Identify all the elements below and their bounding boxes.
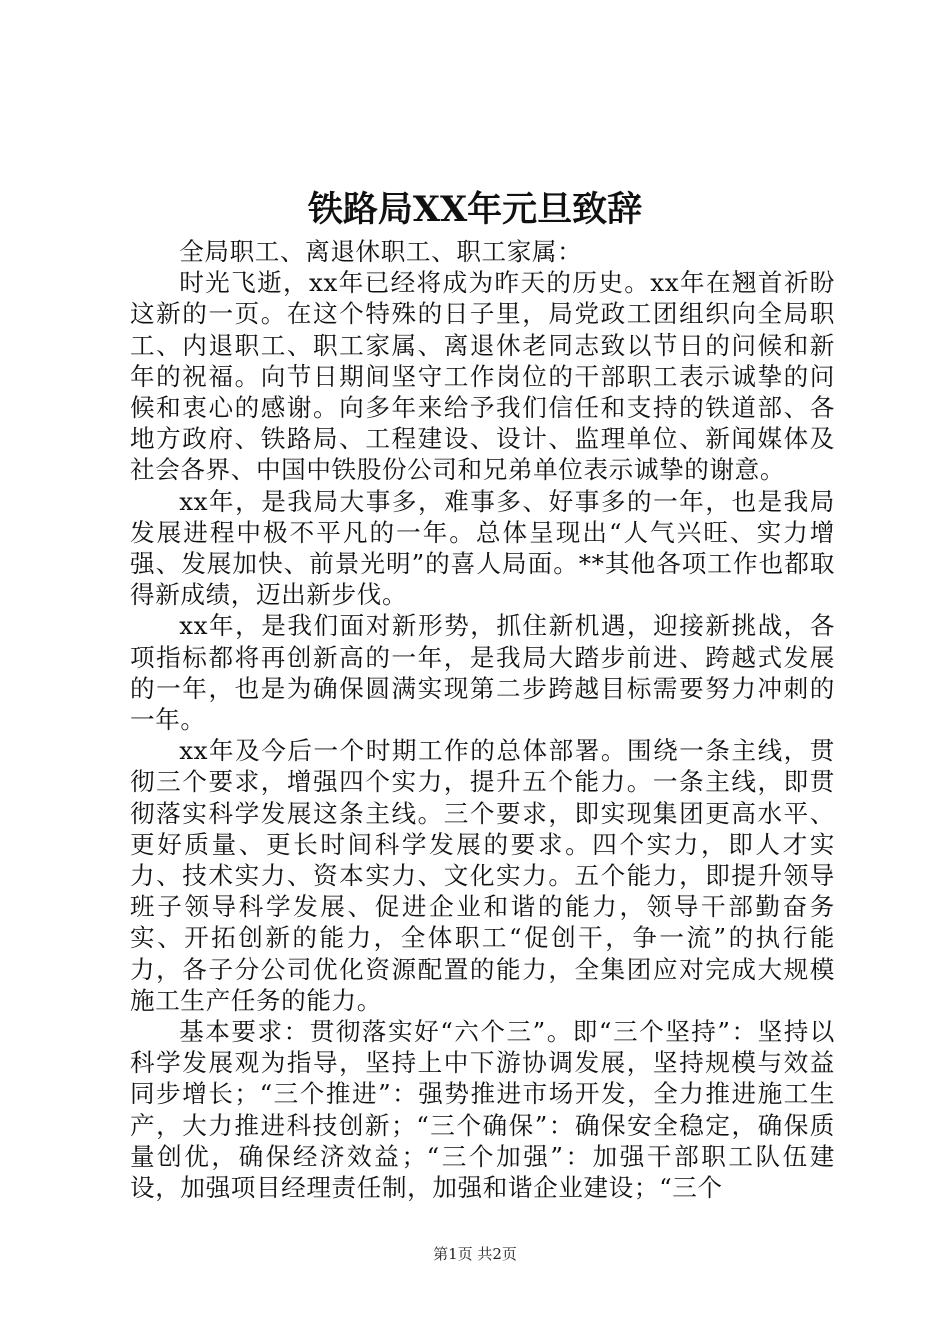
salutation: 全局职工、离退休职工、职工家属： xyxy=(179,237,583,266)
document-title: 铁路局XX年元旦致辞 xyxy=(307,189,643,230)
paragraph-4: xx年及今后一个时期工作的总体部署。围绕一条主线，贯彻三个要求，增强四个实力，提升五个能力。一条主线，即贯彻落实科学发展这条主线。三个要求，即实现集团更高水平、更好质量、更长时间科学发展的要求。四个实力，即人才实力、技术实力、资本实力、文化实力。五个能力，即提升领导班子领导科学发展、促进企业和谐的能力，领导干部勤奋务实、开拓创新的能力，全体职工“促创干，争一流”的执行能力，各子分公司优化资源配置的能力，全集团应对完成大规模施工生产任务的能力。 xyxy=(130,736,835,1015)
paragraph-3: xx年，是我们面对新形势，抓住新机遇，迎接新挑战，各项指标都将再创新高的一年，是我局大踏步前进、跨越式发展的一年，也是为确保圆满实现第二步跨越目标需要努力冲刺的一年。 xyxy=(130,611,835,735)
paragraph-5: 基本要求：贯彻落实好“六个三”。即“三个坚持”：坚持以科学发展观为指导，坚持上中下游协调发展，坚持规模与效益同步增长；“三个推进”：强势推进市场开发，全力推进施工生产，大力推进科技创新；“三个确保”：确保安全稳定，确保质量创优，确保经济效益；“三个加强”：加强干部职工队伍建设，加强项目经理责任制，加强和谐企业建设；“三个 xyxy=(130,1017,835,1203)
paragraph-1: 时光飞逝，xx年已经将成为昨天的历史。xx年在翘首祈盼这新的一页。在这个特殊的日子里，局党政工团组织向全局职工、内退职工、职工家属、离退休老同志致以节日的问候和新年的祝福。向节日期间坚守工作岗位的干部职工表示诚挚的问候和衷心的感谢。向多年来给予我们信任和支持的铁道部、各地方政府、铁路局、工程建设、设计、监理单位、新闻媒体及社会各界、中国中铁股份公司和兄弟单位表示诚挚的谢意。 xyxy=(130,268,835,485)
document-body xyxy=(130,236,835,1203)
paragraph-2: xx年，是我局大事多，难事多、好事多的一年，也是我局发展进程中极不平凡的一年。总体呈现出“人气兴旺、实力增强、发展加快、前景光明”的喜人局面。**其他各项工作也都取得新成绩，迈出新步伐。 xyxy=(130,486,835,610)
page-footer: 第1页 共2页 xyxy=(433,1245,517,1263)
